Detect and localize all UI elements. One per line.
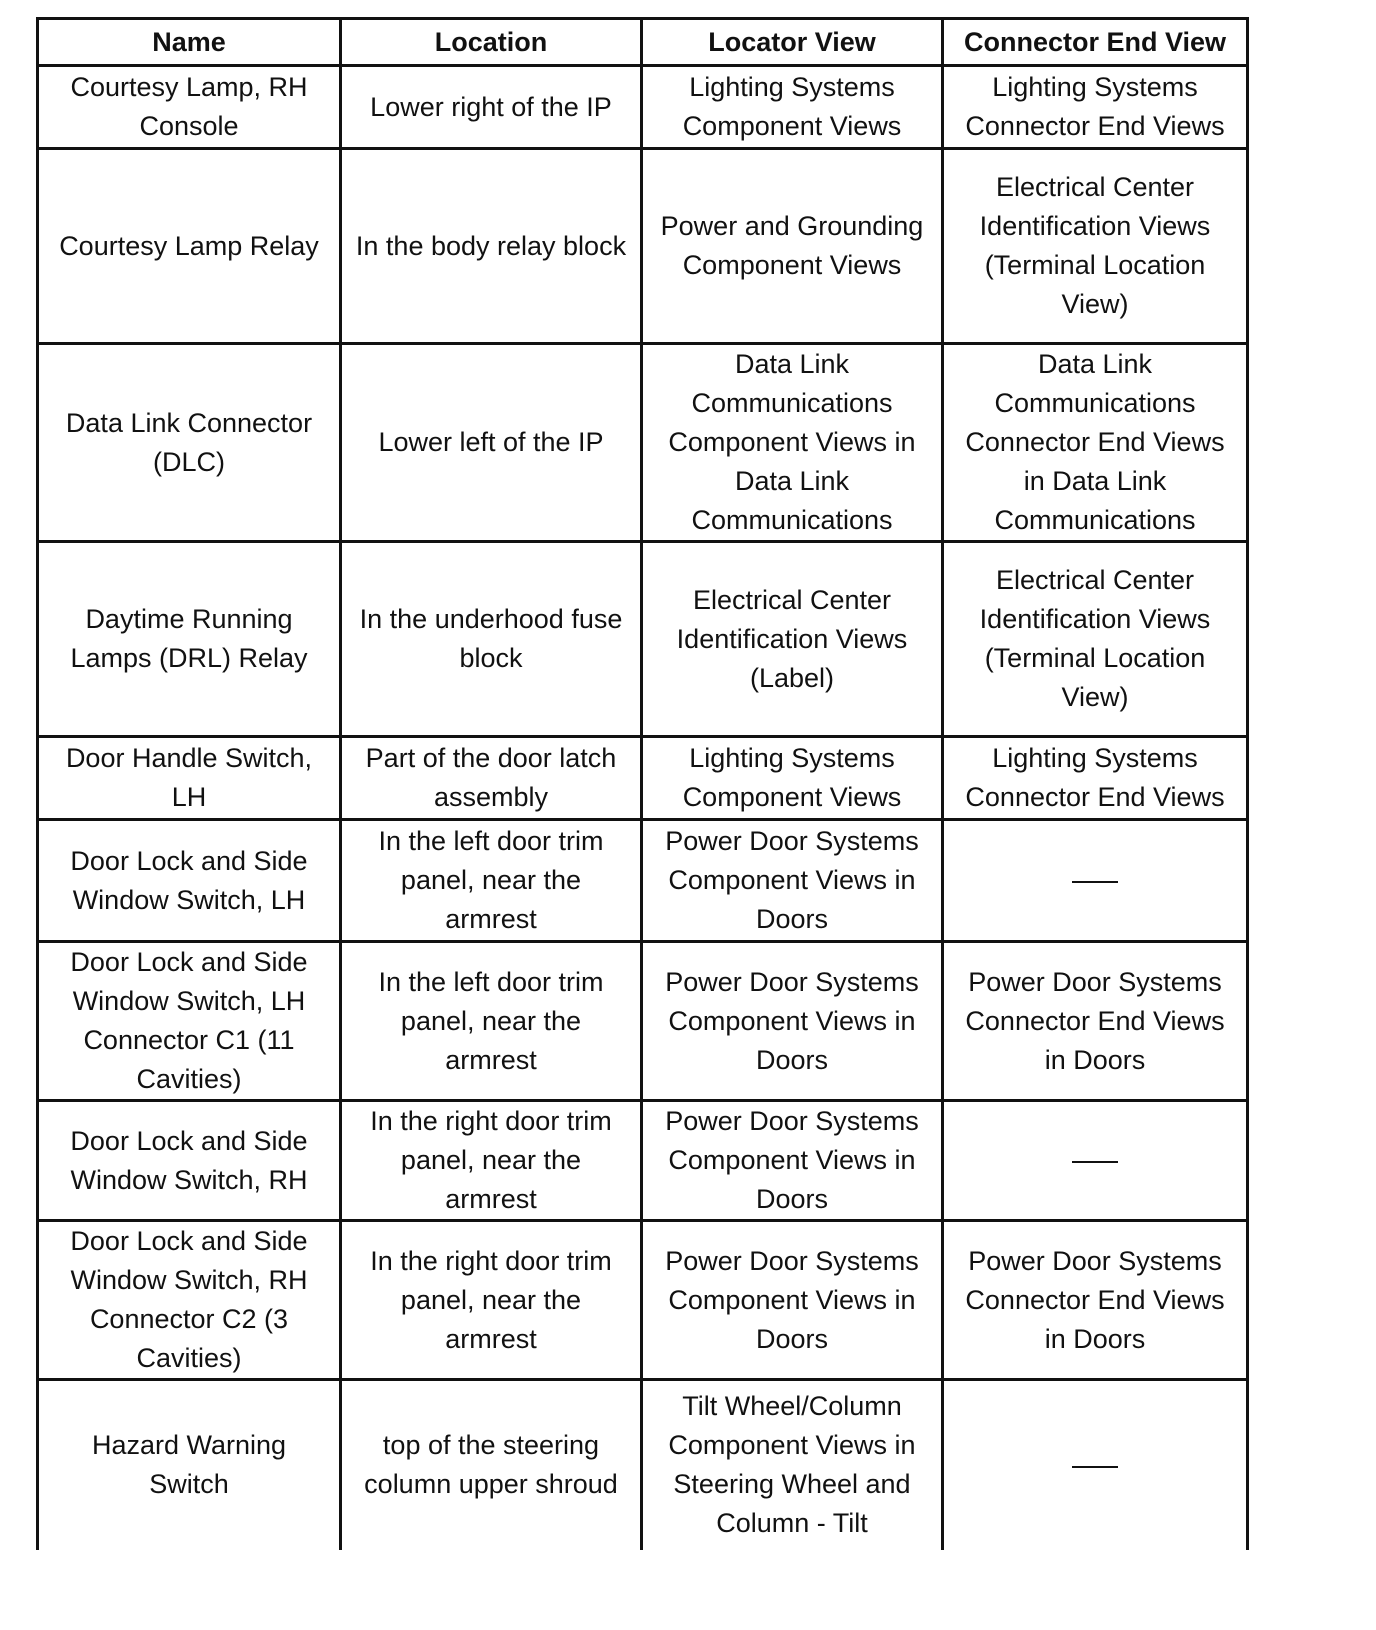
cell-locator-view: Power Door Systems Component Views in Doors: [642, 942, 943, 1101]
table-row: [38, 149, 1248, 344]
cell-location: In the right door trim panel, near the armrest: [341, 1101, 642, 1221]
cell-locator-view: Tilt Wheel/Column Component Views in Steering Wheel and Column - Tilt: [642, 1380, 943, 1550]
cell-connector-view-empty: [943, 1380, 1248, 1550]
cell-connector-view: Data Link Communications Connector End Views in Data Link Communications: [943, 344, 1248, 542]
cell-name: Door Lock and Side Window Switch, LH: [38, 820, 341, 942]
cell-locator-view: Power Door Systems Component Views in Doors: [642, 1221, 943, 1380]
dash-mark: [1072, 881, 1118, 883]
cell-locator-view: Lighting Systems Component Views: [642, 66, 943, 149]
component-locator-table: [36, 17, 1249, 1550]
cell-location: In the body relay block: [341, 149, 642, 344]
cell-name: Data Link Connector (DLC): [38, 344, 341, 542]
cell-connector-view: Power Door Systems Connector End Views in Doors: [943, 942, 1248, 1101]
cell-connector-view: Lighting Systems Connector End Views: [943, 66, 1248, 149]
cell-connector-view: Lighting Systems Connector End Views: [943, 737, 1248, 820]
cell-connector-view: Electrical Center Identification Views (Terminal Location View): [943, 149, 1248, 344]
cell-locator-view: Power and Grounding Component Views: [642, 149, 943, 344]
cell-name: Daytime Running Lamps (DRL) Relay: [38, 542, 341, 737]
cell-locator-view: Data Link Communications Component Views in Data Link Communications: [642, 344, 943, 542]
table-row: [38, 1380, 1248, 1550]
cell-location: Lower right of the IP: [341, 66, 642, 149]
cell-locator-view: Electrical Center Identification Views (Label): [642, 542, 943, 737]
cell-location: Lower left of the IP: [341, 344, 642, 542]
table-row: [38, 737, 1248, 820]
cell-name: Courtesy Lamp, RH Console: [38, 66, 341, 149]
cell-connector-view: Power Door Systems Connector End Views in Doors: [943, 1221, 1248, 1380]
header-connector-end-view: Connector End View: [943, 19, 1248, 66]
cell-location: In the underhood fuse block: [341, 542, 642, 737]
header-name: Name: [38, 19, 341, 66]
cell-name: Door Handle Switch, LH: [38, 737, 341, 820]
cell-name: Door Lock and Side Window Switch, RH: [38, 1101, 341, 1221]
cell-location: In the left door trim panel, near the armrest: [341, 820, 642, 942]
cell-name: Courtesy Lamp Relay: [38, 149, 341, 344]
cell-location: Part of the door latch assembly: [341, 737, 642, 820]
cell-name: Door Lock and Side Window Switch, RH Connector C2 (3 Cavities): [38, 1221, 341, 1380]
table-row: [38, 344, 1248, 542]
table-row: [38, 1221, 1248, 1380]
cell-name: Hazard Warning Switch: [38, 1380, 341, 1550]
page-bottom-margin: [0, 1597, 1376, 1630]
cell-connector-view-empty: [943, 820, 1248, 942]
component-locator-table-container: [36, 17, 1246, 1550]
table-row: [38, 1101, 1248, 1221]
dash-mark: [1072, 1466, 1118, 1468]
cell-locator-view: Power Door Systems Component Views in Doors: [642, 1101, 943, 1221]
table-row: [38, 820, 1248, 942]
table-row: [38, 66, 1248, 149]
cell-name: Door Lock and Side Window Switch, LH Connector C1 (11 Cavities): [38, 942, 341, 1101]
cell-locator-view: Power Door Systems Component Views in Doors: [642, 820, 943, 942]
header-locator-view: Locator View: [642, 19, 943, 66]
cell-locator-view: Lighting Systems Component Views: [642, 737, 943, 820]
dash-mark: [1072, 1161, 1118, 1163]
cell-location: In the left door trim panel, near the armrest: [341, 942, 642, 1101]
table-row: [38, 542, 1248, 737]
cell-location: top of the steering column upper shroud: [341, 1380, 642, 1550]
cell-connector-view-empty: [943, 1101, 1248, 1221]
cell-connector-view: Electrical Center Identification Views (Terminal Location View): [943, 542, 1248, 737]
table-header-row: [38, 19, 1248, 66]
header-location: Location: [341, 19, 642, 66]
cell-location: In the right door trim panel, near the armrest: [341, 1221, 642, 1380]
table-row: [38, 942, 1248, 1101]
